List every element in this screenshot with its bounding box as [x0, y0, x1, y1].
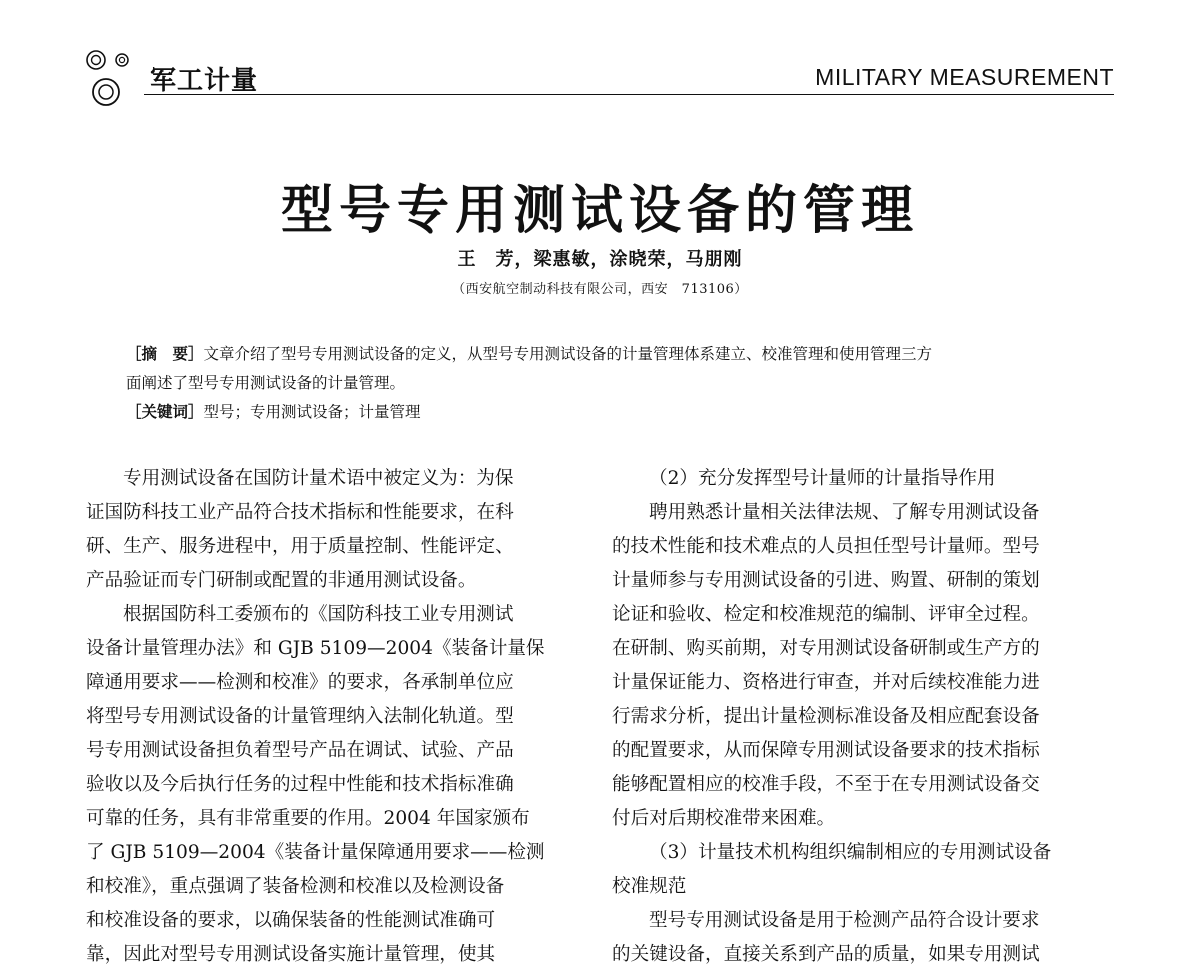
abstract-block: [126, 340, 1076, 427]
text-line: 可靠的任务，具有非常重要的作用。2004 年国家颁布: [86, 808, 530, 829]
keywords-label: ［关键词］: [126, 403, 204, 421]
section-heading: [612, 462, 1112, 496]
text-line: 能够配置相应的校准手段，不至于在专用测试设备交: [612, 774, 1040, 795]
section-heading: [612, 836, 1112, 904]
text-line: 计量保证能力、资格进行审查，并对后续校准能力进: [612, 672, 1040, 693]
heading-line: （2）充分发挥型号计量师的计量指导作用: [649, 468, 996, 489]
text-line: 障通用要求——检测和校准》的要求，各承制单位应: [86, 672, 514, 693]
abstract-line-2: 面阐述了型号专用测试设备的计量管理。: [126, 374, 406, 392]
journal-logo-icon: [84, 48, 154, 108]
text-line: 将型号专用测试设备的计量管理纳入法制化轨道。型: [86, 706, 514, 727]
body-paragraph: [86, 598, 586, 972]
body-paragraph: [612, 904, 1112, 972]
body-paragraph: [612, 496, 1112, 836]
text-line: 型号专用测试设备是用于检测产品符合设计要求: [649, 910, 1040, 931]
text-line: 在研制、购买前期，对专用测试设备研制或生产方的: [612, 638, 1040, 659]
text-line: 号专用测试设备担负着型号产品在调试、试验、产品: [86, 740, 514, 761]
running-header: [84, 48, 1114, 100]
text-line: 靠，因此对型号专用测试设备实施计量管理，使其: [86, 944, 496, 965]
text-line: 验收以及今后执行任务的过程中性能和技术指标准确: [86, 774, 514, 795]
text-line: 和校准设备的要求，以确保装备的性能测试准确可: [86, 910, 496, 931]
text-line: 聘用熟悉计量相关法律法规、了解专用测试设备: [649, 502, 1040, 523]
keywords-text: 型号；专用测试设备；计量管理: [203, 403, 421, 421]
journal-name-cn: 军工计量: [150, 66, 259, 96]
article-authors: 王 芳，梁惠敏，涂晓荣，马朋刚: [457, 249, 743, 270]
keywords-line: [126, 398, 1076, 427]
text-line: 的技术性能和技术难点的人员担任型号计量师。型号: [612, 536, 1040, 557]
abstract-label: ［摘 要］: [126, 345, 204, 363]
article-affiliation: （西安航空制动科技有限公司，西安 713106）: [452, 282, 748, 297]
text-line: 证国防科技工业产品符合技术指标和性能要求，在科: [86, 502, 514, 523]
body-paragraph: [86, 462, 586, 598]
text-line: 了 GJB 5109—2004《装备计量保障通用要求——检测: [86, 842, 545, 863]
text-line: 产品验证而专门研制或配置的非通用测试设备。: [86, 570, 477, 591]
text-line: 设备计量管理办法》和 GJB 5109—2004《装备计量保: [86, 638, 545, 659]
journal-name-en: MILITARY MEASUREMENT: [815, 64, 1114, 90]
text-line: 的配置要求，从而保障专用测试设备要求的技术指标: [612, 740, 1040, 761]
text-line: 专用测试设备在国防计量术语中被定义为：为保: [123, 468, 514, 489]
abstract-line-1: [126, 340, 1076, 369]
body-column-right: [612, 462, 1112, 972]
text-line: 的关键设备，直接关系到产品的质量，如果专用测试: [612, 944, 1040, 965]
text-line: 论证和验收、检定和校准规范的编制、评审全过程。: [612, 604, 1040, 625]
text-line: 研、生产、服务进程中，用于质量控制、性能评定、: [86, 536, 514, 557]
heading-line: 校准规范: [612, 876, 687, 897]
text-line: 和校准》，重点强调了装备检测和校准以及检测设备: [86, 876, 505, 897]
abstract-text-1: 文章介绍了型号专用测试设备的定义，从型号专用测试设备的计量管理体系建立、校准管理和使用管理三方: [203, 345, 933, 363]
body-column-left: [86, 462, 586, 972]
header-rule: [144, 94, 1114, 95]
text-line: 付后对后期校准带来困难。: [612, 808, 836, 829]
heading-line: （3）计量技术机构组织编制相应的专用测试设备: [649, 842, 1052, 863]
article-title: 型号专用测试设备的管理: [280, 181, 919, 241]
text-line: 根据国防科工委颁布的《国防科技工业专用测试: [123, 604, 514, 625]
text-line: 行需求分析，提出计量检测标准设备及相应配套设备: [612, 706, 1040, 727]
text-line: 计量师参与专用测试设备的引进、购置、研制的策划: [612, 570, 1040, 591]
